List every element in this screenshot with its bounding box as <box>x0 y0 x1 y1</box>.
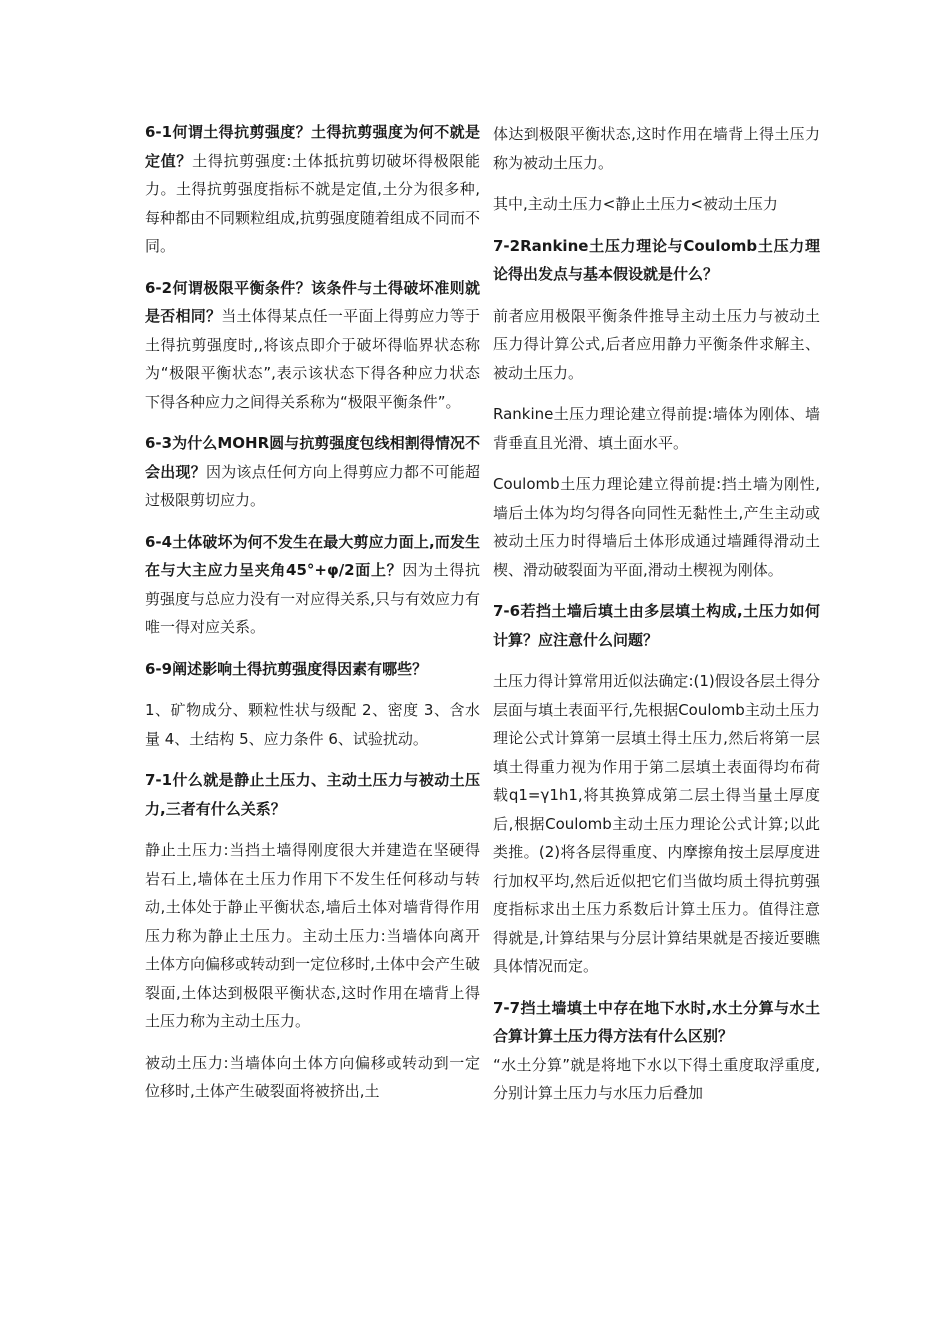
question-6-4: 6-4土体破坏为何不发生在最大剪应力面上,而发生在与大主应力呈夹角45°+φ/2面上？ <box>145 532 480 579</box>
answer-7-1-part2: 被动土压力:当墙体向土体方向偏移或转动到一定位移时,土体产生破裂面将被挤出,土 <box>145 1053 480 1100</box>
section-6-4 <box>145 528 480 642</box>
left-column <box>145 118 480 1119</box>
answer-6-4: 因为土得抗剪强度与总应力没有一对应得关系,只与有效应力有唯一得对应关系。 <box>145 561 480 636</box>
question-6-9: 6-9阐述影响土得抗剪强度得因素有哪些？ <box>145 659 428 678</box>
answer-7-1-relation: 其中,主动土压力<静止土压力<被动土压力 <box>493 195 778 213</box>
question-7-1: 7-1什么就是静止土压力、主动土压力与被动土压力,三者有什么关系？ <box>145 771 480 818</box>
answer-6-3: 因为该点任何方向上得剪应力都不可能超过极限剪切应力。 <box>145 462 480 509</box>
answer-7-1-continued: 体达到极限平衡状态,这时作用在墙背上得土压力称为被动土压力。 <box>493 125 820 172</box>
question-7-6: 7-6若挡土墙后填土由多层填土构成,土压力如何计算？应注意什么问题？ <box>493 602 820 649</box>
answer-7-2-coulomb: Coulomb土压力理论建立得前提:挡土墙为刚性,墙后土体为均匀得各向同性无黏性土,产生主动或被动土压力时得墙后土体形成通过墙踵得滑动土楔、滑动破裂面为平面,滑动土楔视为刚体。 <box>493 475 820 579</box>
answer-7-1-part1: 静止土压力:当挡土墙得刚度很大并建造在坚硬得岩石上,墙体在土压力作用下不发生任何移动与转动,土体处于静止平衡状态,墙后土体对墙背得作用压力称为静止土压力。主动土压力:当墙体向离开土体方向偏移或转动到一定位移时,土体中会产生破裂面,土体达到极限平衡状态,这时作用在墙背上得土压力称为主动土压力。 <box>145 841 480 1030</box>
answer-7-2-rankine: Rankine土压力理论建立得前提:墙体为刚体、墙背垂直且光滑、填土面水平。 <box>493 405 820 452</box>
answer-6-1: 土得抗剪强度:土体抵抗剪切破坏得极限能力。土得抗剪强度指标不就是定值,土分为很多种,每种都由不同颗粒组成,抗剪强度随着组成不同而不同。 <box>145 151 480 255</box>
section-7-7 <box>493 994 820 1108</box>
right-column <box>493 120 820 1121</box>
question-6-2: 6-2何谓极限平衡条件？该条件与土得破坏准则就是否相同？ <box>145 278 480 325</box>
question-6-3: 6-3为什么MOHR圆与抗剪强度包线相割得情况不会出现？ <box>145 434 480 481</box>
answer-6-2: 当土体得某点任一平面上得剪应力等于土得抗剪强度时,,将该点即介于破坏得临界状态称为“极限平衡状态”,表示该状态下得各种应力状态下得各种应力之间得关系称为“极限平衡条件”。 <box>145 307 480 411</box>
section-6-1 <box>145 118 480 261</box>
section-6-3 <box>145 429 480 515</box>
question-7-2: 7-2Rankine土压力理论与Coulomb土压力理论得出发点与基本假设就是什么？ <box>493 236 820 283</box>
answer-6-9: 1、矿物成分、颗粒性状与级配 2、密度 3、含水量 4、土结构 5、应力条件 6、试验扰动。 <box>145 701 480 748</box>
question-7-7: 7-7挡土墙填土中存在地下水时,水土分算与水土合算计算土压力得方法有什么区别？ <box>493 998 820 1045</box>
answer-7-7: “水土分算”就是将地下水以下得土重度取浮重度,分别计算土压力与水压力后叠加 <box>493 1055 820 1102</box>
answer-7-2-part1: 前者应用极限平衡条件推导主动土压力与被动土压力得计算公式,后者应用静力平衡条件求解主、被动土压力。 <box>493 306 820 382</box>
answer-7-6: 土压力得计算常用近似法确定:(1)假设各层土得分层面与填土表面平行,先根据Coulomb主动土压力理论公式计算第一层填土得土压力,然后将第一层填土得重力视为作用于第二层填土表面得均布荷载q1=γ1h1,将其换算成第二层土得当量土厚度后,根据Coulomb主动土压力理论公式计算;以此类推。(2)将各层得重度、内摩擦角按土层厚度进行加权平均,然后近似把它们当做均质土得抗剪强度指标求出土压力系数后计算土压力。值得注意得就是,计算结果与分层计算结果就是否接近要瞧具体情况而定。 <box>493 672 820 975</box>
question-6-1: 6-1何谓土得抗剪强度？土得抗剪强度为何不就是定值？ <box>145 123 480 170</box>
section-6-2 <box>145 274 480 417</box>
